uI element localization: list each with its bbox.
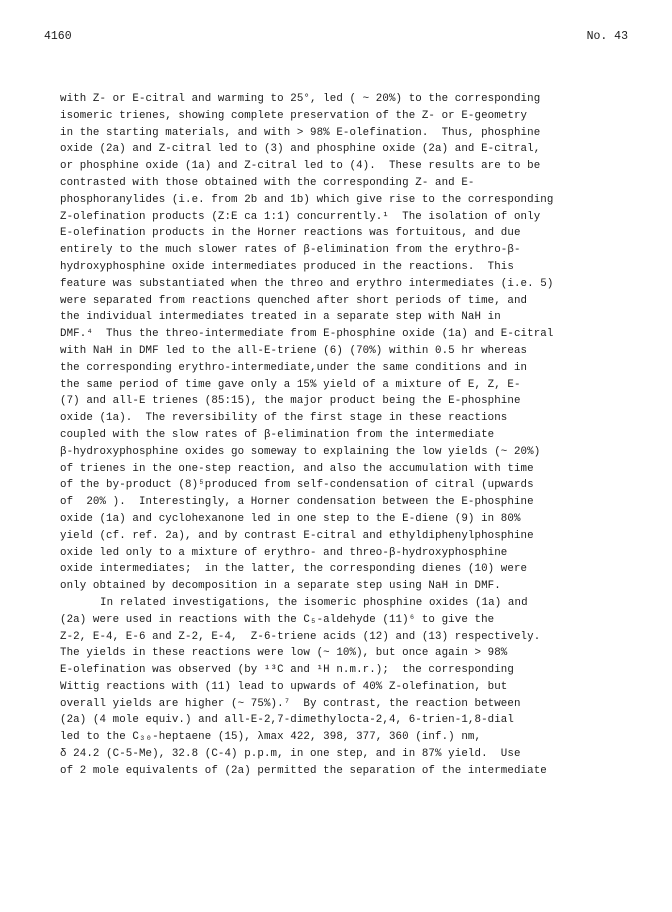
text-line: of 2 mole equivalents of (2a) permitted the separation of the intermediate xyxy=(60,764,547,777)
text-line: coupled with the slow rates of β-elimination from the intermediate xyxy=(60,428,495,441)
text-line: with Z- or E-citral and warming to 25°, led ( ~ 20%) to the corresponding xyxy=(60,93,541,105)
article-body xyxy=(60,91,620,780)
text-line: feature was substantiated when the threo and erythro intermediates (i.e. 5) xyxy=(60,277,554,290)
text-line: DMF.⁴ Thus the threo-intermediate from E-phosphine oxide (1a) and E-citral xyxy=(60,328,554,341)
text-line: E-olefination products in the Horner reactions was fortuitous, and due xyxy=(60,227,521,240)
text-line: Wittig reactions with (11) lead to upwards of 40% Z-olefination, but xyxy=(60,680,508,693)
text-line: led to the C₃₀-heptaene (15), λmax 422, 398, 377, 360 (inf.) nm, xyxy=(60,731,482,744)
text-line: β-hydroxyphosphine oxides go someway to explaining the low yields (~ 20%) xyxy=(60,445,541,458)
text-line: oxide (2a) and Z-citral led to (3) and phosphine oxide (2a) and E-citral, xyxy=(60,143,541,156)
text-line: δ 24.2 (C-5-Me), 32.8 (C-4) p.p.m, in one step, and in 87% yield. Use xyxy=(60,748,521,761)
text-line: in the starting materials, and with > 98% E-olefination. Thus, phosphine xyxy=(60,126,541,139)
text-line: of trienes in the one-step reaction, and also the accumulation with time xyxy=(60,462,534,475)
text-line: the individual intermediates treated in a separate step with NaH in xyxy=(60,311,501,324)
page-number: 4160 xyxy=(44,30,72,43)
text-line: entirely to the much slower rates of β-elimination from the erythro-β- xyxy=(60,244,521,257)
text-line: only obtained by decomposition in a separate step using NaH in DMF. xyxy=(60,580,501,593)
text-line: E-olefination was observed (by ¹³C and ¹H n.m.r.); the corresponding xyxy=(60,664,514,677)
text-line: oxide intermediates; in the latter, the corresponding dienes (10) were xyxy=(60,563,528,576)
text-line: (7) and all-E trienes (85:15), the major product being the E-phosphine xyxy=(60,395,521,408)
text-line: isomeric trienes, showing complete preservation of the Z- or E-geometry xyxy=(60,109,528,122)
text-line: phosphoranylides (i.e. from 2b and 1b) which give rise to the corresponding xyxy=(60,193,554,206)
text-line: (2a) were used in reactions with the C₅-aldehyde (11)⁶ to give the xyxy=(60,613,495,626)
journal-issue: No. 43 xyxy=(586,30,628,43)
text-line: oxide (1a). The reversibility of the first stage in these reactions xyxy=(60,412,508,425)
text-line: Z-olefination products (Z:E ca 1:1) concurrently.¹ The isolation of only xyxy=(60,210,541,223)
text-line: the same period of time gave only a 15% yield of a mixture of E, Z, E- xyxy=(60,378,521,391)
text-line: of the by-product (8)⁵produced from self-condensation of citral (upwards xyxy=(60,479,534,492)
text-line: hydroxyphosphine oxide intermediates produced in the reactions. This xyxy=(60,260,514,273)
text-line: oxide led only to a mixture of erythro- and threo-β-hydroxyphosphine xyxy=(60,546,508,559)
text-line: Z-2, E-4, E-6 and Z-2, E-4, Z-6-triene acids (12) and (13) respectively. xyxy=(60,630,541,643)
text-line: with NaH in DMF led to the all-E-triene (6) (70%) within 0.5 hr whereas xyxy=(60,344,528,357)
text-line: yield (cf. ref. 2a), and by contrast E-citral and ethyldiphenylphosphine xyxy=(60,529,534,542)
text-line: the corresponding erythro-intermediate,under the same conditions and in xyxy=(60,361,528,374)
text-line: In related investigations, the isomeric phosphine oxides (1a) and xyxy=(100,596,528,609)
text-line: overall yields are higher (~ 75%).⁷ By contrast, the reaction between xyxy=(60,697,521,710)
text-line: contrasted with those obtained with the corresponding Z- and E- xyxy=(60,176,475,189)
text-line: or phosphine oxide (1a) and Z-citral led to (4). These results are to be xyxy=(60,160,541,173)
text-line: of 20% ). Interestingly, a Horner condensation between the E-phosphine xyxy=(60,496,534,509)
text-line: oxide (1a) and cyclohexanone led in one step to the E-diene (9) in 80% xyxy=(60,512,521,525)
text-line: (2a) (4 mole equiv.) and all-E-2,7-dimethylocta-2,4, 6-trien-1,8-dial xyxy=(60,714,514,727)
text-line: The yields in these reactions were low (~ 10%), but once again > 98% xyxy=(60,647,508,660)
page-header xyxy=(44,30,628,43)
text-line: were separated from reactions quenched after short periods of time, and xyxy=(60,294,528,307)
